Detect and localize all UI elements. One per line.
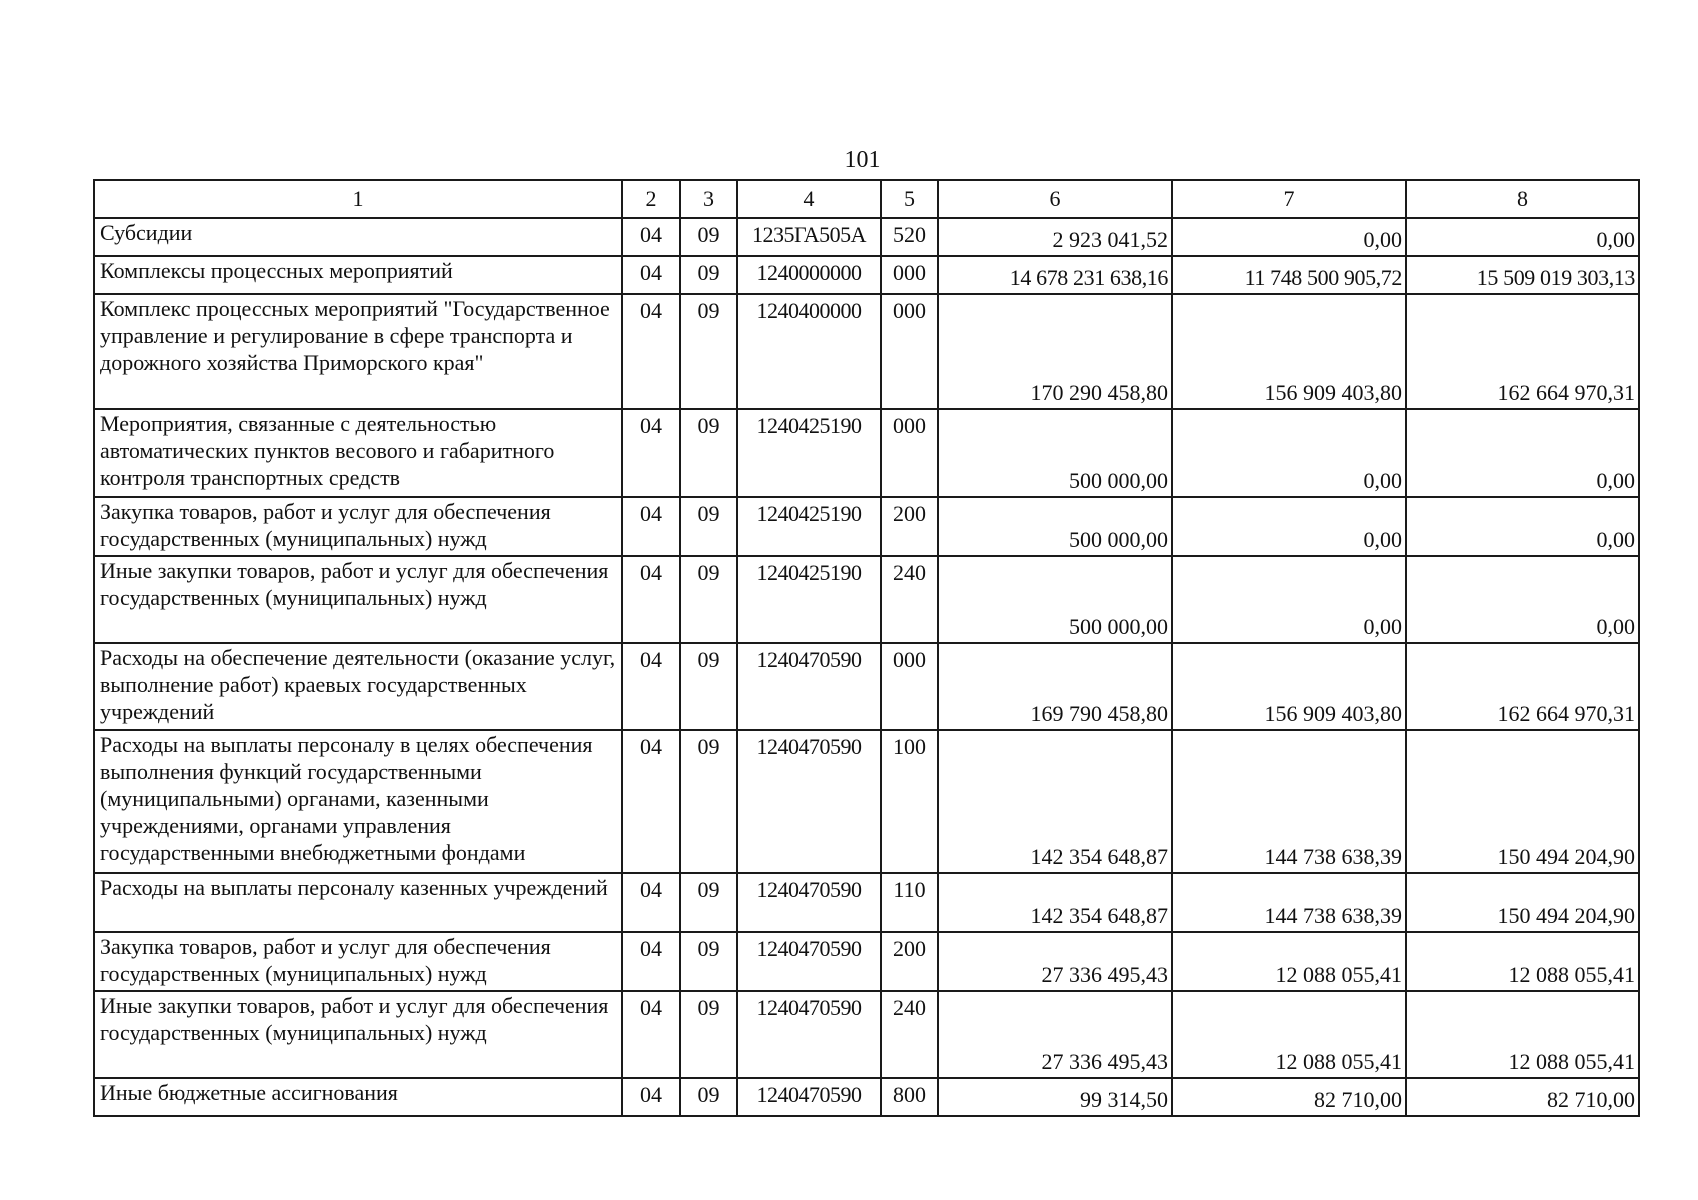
row-amount-col6: 14 678 231 638,16 [938,256,1172,294]
row-amount-col7: 0,00 [1172,409,1406,497]
row-amount-col6: 500 000,00 [938,497,1172,556]
row-name: Комплексы процессных мероприятий [94,256,622,294]
table-header [94,180,1639,218]
row-name: Закупка товаров, работ и услуг для обеспечения государственных (муниципальных) нужд [94,497,622,556]
row-amount-col7: 144 738 638,39 [1172,730,1406,873]
row-amount-col7: 82 710,00 [1172,1078,1406,1116]
row-expense-type: 000 [881,294,938,409]
row-name: Комплекс процессных мероприятий "Государственное управление и регулирование в сфере транспорта и дорожного хозяйства Приморского края" [94,294,622,409]
row-amount-col8: 12 088 055,41 [1406,991,1639,1078]
row-expense-type: 000 [881,643,938,730]
row-subsection: 09 [680,218,737,256]
row-expense-type: 100 [881,730,938,873]
row-amount-col7: 0,00 [1172,497,1406,556]
row-section: 04 [622,409,680,497]
row-name: Расходы на обеспечение деятельности (оказание услуг, выполнение работ) краевых государственных учреждений [94,643,622,730]
row-amount-col6: 500 000,00 [938,409,1172,497]
row-expense-type: 240 [881,556,938,643]
table-row [94,991,1639,1078]
row-expense-type: 240 [881,991,938,1078]
row-amount-col8: 15 509 019 303,13 [1406,256,1639,294]
row-section: 04 [622,873,680,932]
row-amount-col6: 142 354 648,87 [938,730,1172,873]
row-name: Иные закупки товаров, работ и услуг для обеспечения государственных (муниципальных) нужд [94,991,622,1078]
column-header-7: 7 [1172,180,1406,218]
row-section: 04 [622,730,680,873]
row-target-code: 1240470590 [737,643,881,730]
row-expense-type: 200 [881,932,938,991]
row-subsection: 09 [680,873,737,932]
row-amount-col8: 162 664 970,31 [1406,294,1639,409]
row-amount-col6: 2 923 041,52 [938,218,1172,256]
row-amount-col6: 142 354 648,87 [938,873,1172,932]
table-row [94,256,1639,294]
row-section: 04 [622,643,680,730]
budget-table [93,179,1640,1117]
row-section: 04 [622,1078,680,1116]
row-subsection: 09 [680,294,737,409]
column-header-6: 6 [938,180,1172,218]
row-name: Иные бюджетные ассигнования [94,1078,622,1116]
row-subsection: 09 [680,256,737,294]
row-target-code: 1240470590 [737,1078,881,1116]
row-expense-type: 200 [881,497,938,556]
row-section: 04 [622,932,680,991]
row-target-code: 1240470590 [737,873,881,932]
row-expense-type: 800 [881,1078,938,1116]
row-target-code: 1240425190 [737,409,881,497]
row-section: 04 [622,218,680,256]
row-amount-col6: 27 336 495,43 [938,932,1172,991]
row-name: Закупка товаров, работ и услуг для обеспечения государственных (муниципальных) нужд [94,932,622,991]
row-section: 04 [622,991,680,1078]
row-expense-type: 520 [881,218,938,256]
row-amount-col7: 12 088 055,41 [1172,932,1406,991]
row-subsection: 09 [680,643,737,730]
table-row [94,1078,1639,1116]
row-name: Расходы на выплаты персоналу в целях обеспечения выполнения функций государственными (муниципальными) органами, казенными учреждениями, органами управления государственными внебюджетными фондами [94,730,622,873]
row-amount-col6: 170 290 458,80 [938,294,1172,409]
row-amount-col8: 150 494 204,90 [1406,730,1639,873]
table-row [94,730,1639,873]
row-amount-col7: 12 088 055,41 [1172,991,1406,1078]
row-name: Иные закупки товаров, работ и услуг для обеспечения государственных (муниципальных) нужд [94,556,622,643]
row-amount-col7: 0,00 [1172,218,1406,256]
row-amount-col7: 11 748 500 905,72 [1172,256,1406,294]
row-subsection: 09 [680,1078,737,1116]
row-subsection: 09 [680,556,737,643]
row-section: 04 [622,256,680,294]
row-section: 04 [622,497,680,556]
row-amount-col8: 0,00 [1406,556,1639,643]
row-amount-col8: 150 494 204,90 [1406,873,1639,932]
table-row [94,218,1639,256]
row-amount-col7: 156 909 403,80 [1172,643,1406,730]
column-header-8: 8 [1406,180,1639,218]
column-header-1: 1 [94,180,622,218]
row-amount-col6: 27 336 495,43 [938,991,1172,1078]
row-amount-col8: 12 088 055,41 [1406,932,1639,991]
row-expense-type: 110 [881,873,938,932]
row-name: Субсидии [94,218,622,256]
row-amount-col7: 156 909 403,80 [1172,294,1406,409]
row-expense-type: 000 [881,409,938,497]
row-amount-col7: 0,00 [1172,556,1406,643]
header-row [94,180,1639,218]
row-target-code: 1240400000 [737,294,881,409]
row-amount-col8: 0,00 [1406,409,1639,497]
row-target-code: 1240000000 [737,256,881,294]
row-subsection: 09 [680,991,737,1078]
row-target-code: 1240425190 [737,497,881,556]
row-target-code: 1240425190 [737,556,881,643]
table-row [94,409,1639,497]
row-section: 04 [622,294,680,409]
row-target-code: 1240470590 [737,730,881,873]
row-target-code: 1235ГА505А [737,218,881,256]
row-amount-col7: 144 738 638,39 [1172,873,1406,932]
row-subsection: 09 [680,730,737,873]
row-amount-col8: 0,00 [1406,497,1639,556]
row-section: 04 [622,556,680,643]
table-row [94,873,1639,932]
row-amount-col6: 169 790 458,80 [938,643,1172,730]
table-row [94,556,1639,643]
table-row [94,294,1639,409]
row-name: Мероприятия, связанные с деятельностью автоматических пунктов весового и габаритного контроля транспортных средств [94,409,622,497]
table-row [94,643,1639,730]
row-amount-col8: 162 664 970,31 [1406,643,1639,730]
table-row [94,932,1639,991]
column-header-2: 2 [622,180,680,218]
row-expense-type: 000 [881,256,938,294]
table-row [94,497,1639,556]
row-amount-col6: 500 000,00 [938,556,1172,643]
column-header-5: 5 [881,180,938,218]
column-header-3: 3 [680,180,737,218]
page-number: 101 [844,147,881,173]
row-subsection: 09 [680,409,737,497]
row-amount-col8: 82 710,00 [1406,1078,1639,1116]
table-body [94,218,1639,1116]
row-name: Расходы на выплаты персоналу казенных учреждений [94,873,622,932]
row-target-code: 1240470590 [737,991,881,1078]
row-subsection: 09 [680,932,737,991]
row-target-code: 1240470590 [737,932,881,991]
row-amount-col8: 0,00 [1406,218,1639,256]
row-subsection: 09 [680,497,737,556]
row-amount-col6: 99 314,50 [938,1078,1172,1116]
column-header-4: 4 [737,180,881,218]
